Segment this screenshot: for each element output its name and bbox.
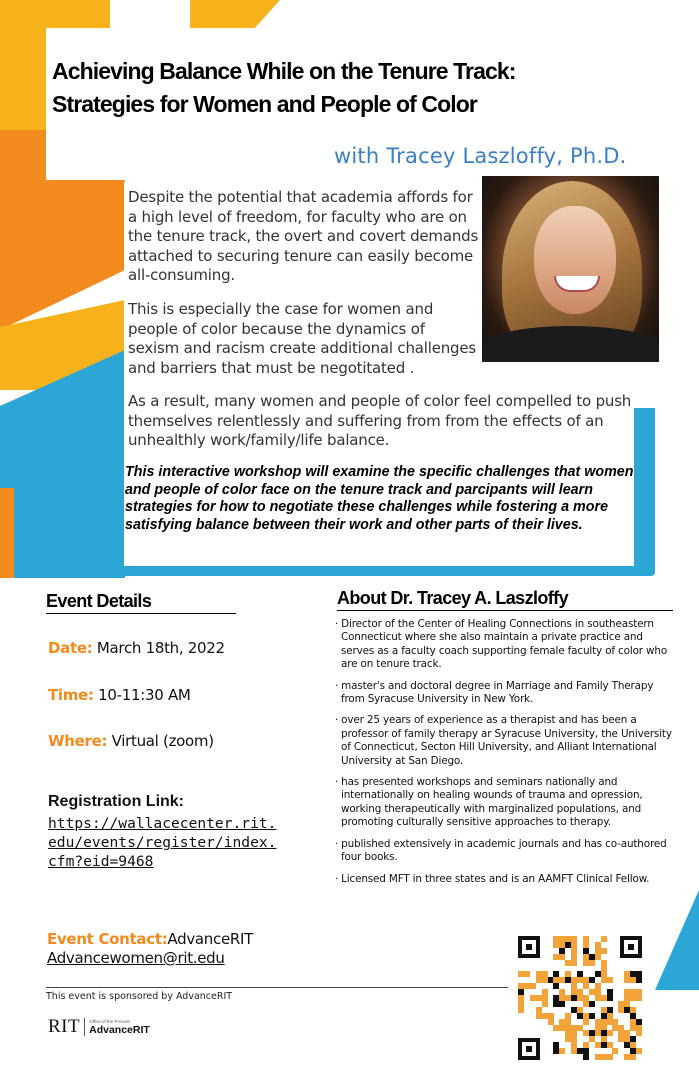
contact-email-link[interactable]: Advancewomen@rit.edu xyxy=(47,949,225,967)
contact-label: Event Contact: xyxy=(47,930,168,948)
qr-module xyxy=(542,1001,548,1007)
qr-module xyxy=(636,995,642,1001)
presenter-name: with Tracey Laszloffy, Ph.D. xyxy=(334,144,627,168)
intro-paragraph-2: This is especially the case for women and people of color because the dynamics of sexism and racism create additional challenges and barriers that must be negotitated . xyxy=(128,300,477,377)
about-bullets xyxy=(333,618,678,894)
qr-module xyxy=(583,1054,589,1060)
registration-label: Registration Link: xyxy=(48,793,185,810)
qr-module xyxy=(583,1019,589,1025)
qr-module xyxy=(530,983,536,989)
qr-finder-bottom-left xyxy=(518,1038,540,1060)
qr-finder-top-right xyxy=(620,936,642,958)
date-value: March 18th, 2022 xyxy=(96,639,225,657)
qr-module xyxy=(607,1030,613,1036)
qr-finder-top-left xyxy=(518,936,540,958)
qr-module xyxy=(524,971,530,977)
title-line-1: Achieving Balance While on the Tenure Track: xyxy=(52,58,516,84)
rit-wordmark: RIT xyxy=(48,1016,81,1037)
event-location xyxy=(48,732,214,750)
intro-paragraph-1: Despite the potential that academia affords for a high level of freedom, for faculty who are on the tenure track, the overt and covert demands attached to securing tenure can easily become all-consuming. xyxy=(128,188,479,284)
time-label: Time: xyxy=(48,686,94,704)
intro-paragraph-3: As a result, many women and people of color feel compelled to push themselves relentlessly and suffering from from the effects of an unhealthly work/family/life balance. xyxy=(128,392,632,449)
workshop-description: This interactive workshop will examine the specific challenges that women and people of color face on the tenure track and parcipants will learn strategies for how to negotiate these challenges while fostering a more satisfying balance between their work and other parts of their lives. xyxy=(125,464,634,533)
qr-module xyxy=(630,1054,636,1060)
qr-module xyxy=(518,1007,524,1013)
event-details-heading: Event Details xyxy=(46,591,236,614)
qr-module xyxy=(559,1048,565,1054)
about-heading: About Dr. Tracey A. Laszloffy xyxy=(337,588,673,611)
qr-module xyxy=(571,960,577,966)
registration-link[interactable]: https://wallacecenter.rit.edu/events/register/index.cfm?eid=9468 xyxy=(48,815,277,870)
title-line-2: Strategies for Women and People of Color xyxy=(52,91,477,117)
about-bullet: · master's and doctoral degree in Marriage and Family Therapy from Syracuse University in New York. xyxy=(333,680,678,707)
decor-yellow-triangle xyxy=(190,0,280,30)
qr-module xyxy=(589,960,595,966)
qr-module xyxy=(601,936,607,942)
about-bullet: · Director of the Center of Healing Connections in southeastern Connecticut where she also maintain a private practice and serves as a faculty coach supporting female faculty of color who are on tenure track. xyxy=(333,618,678,672)
registration-qr-code[interactable] xyxy=(518,936,642,1060)
about-bullet: · has presented workshops and seminars nationally and internationally on healing wounds of trauma and opression, working therapeutically with marginalized populations, and promoting culturally sensitive approaches to therapy. xyxy=(333,776,678,830)
qr-module xyxy=(559,1001,565,1007)
date-label: Date: xyxy=(48,639,93,657)
qr-module xyxy=(601,948,607,954)
logo-divider xyxy=(84,1018,85,1036)
contact-name: AdvanceRIT xyxy=(167,930,254,948)
qr-module xyxy=(636,1048,642,1054)
photo-face xyxy=(534,206,616,314)
logo-office: Office of the Provost xyxy=(89,1018,130,1024)
logo-advance: AdvanceRIT xyxy=(89,1023,150,1036)
about-bullet: · published extensively in academic journals and has co-authored four books. xyxy=(333,838,678,865)
photo-shoulders xyxy=(482,326,659,362)
decor-blue-lower xyxy=(0,488,125,578)
qr-module xyxy=(612,1048,618,1054)
decor-blue-corner xyxy=(655,890,699,990)
qr-module xyxy=(636,977,642,983)
sponsor-note: This event is sponsored by AdvanceRIT xyxy=(46,987,508,1002)
event-time xyxy=(48,686,191,704)
time-value: 10-11:30 AM xyxy=(98,686,191,704)
qr-module xyxy=(607,1054,613,1060)
decor-orange-strip xyxy=(0,488,14,578)
speaker-photo xyxy=(482,176,659,362)
qr-module xyxy=(589,1001,595,1007)
about-bullet: · over 25 years of experience as a therapist and has been a professor of family therapy ar Syracuse University, the University of Connecticut, Secton Hill University, and Alliant International University at San Diego. xyxy=(333,714,678,768)
event-date xyxy=(48,639,225,657)
rit-advance-logo xyxy=(48,1016,150,1038)
qr-module xyxy=(607,977,613,983)
where-value: Virtual (zoom) xyxy=(111,732,214,750)
qr-module xyxy=(607,995,613,1001)
where-label: Where: xyxy=(48,732,108,750)
about-bullet: · Licensed MFT in three states and is an AAMFT Clinical Fellow. xyxy=(333,873,678,886)
page-title xyxy=(52,55,692,121)
qr-module xyxy=(636,1030,642,1036)
logo-subtext xyxy=(89,1019,150,1036)
event-contact xyxy=(47,930,253,968)
